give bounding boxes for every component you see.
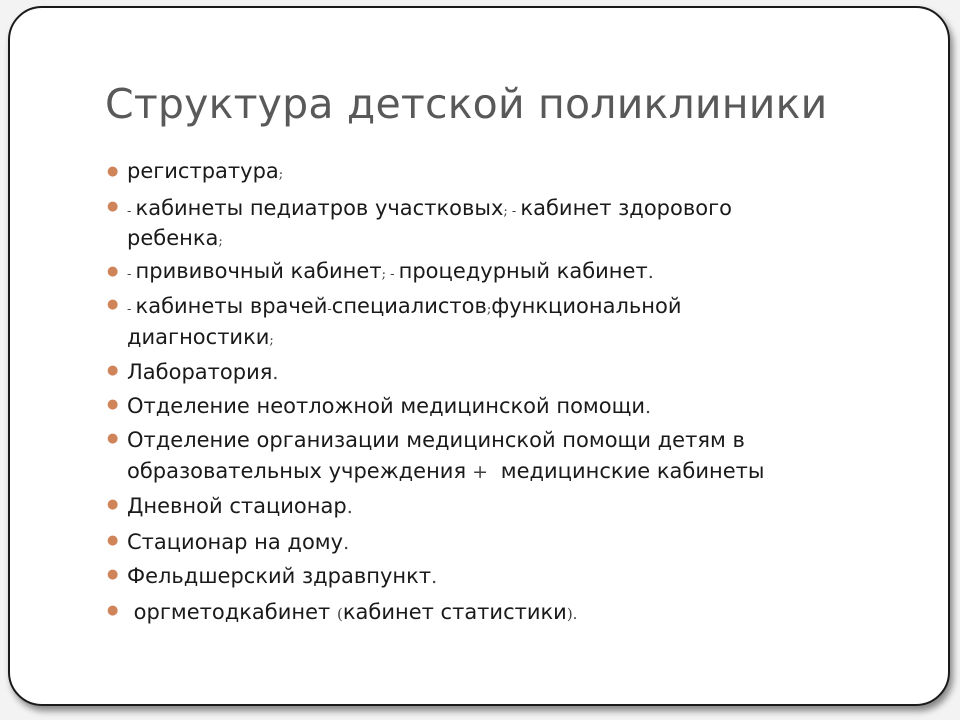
- item-text: кабинет здорового: [520, 196, 732, 220]
- bullet-icon: ●: [107, 297, 119, 312]
- bullet-icon: ●: [107, 199, 119, 214]
- item-punct: ;: [218, 234, 223, 249]
- item-punct: -: [127, 302, 136, 317]
- item-punct: .: [647, 261, 654, 283]
- item-punct: .: [346, 496, 353, 518]
- item-punct: (: [336, 605, 343, 623]
- list-item: [127, 291, 887, 325]
- list-item: [127, 357, 887, 389]
- item-text: регистратура: [127, 159, 279, 183]
- bullet-icon: ●: [107, 431, 119, 446]
- bullet-icon: ●: [107, 397, 119, 412]
- item-text: Лаборатория: [127, 360, 273, 384]
- list-item: [127, 391, 887, 423]
- item-text: кабинет статистики: [342, 600, 567, 624]
- item-text: специалистов: [331, 294, 487, 318]
- list-item-continuation: [127, 322, 887, 356]
- list-item: [127, 193, 887, 227]
- bullet-icon: ●: [107, 533, 119, 548]
- list-item: [127, 527, 887, 559]
- bullet-icon: ●: [107, 603, 119, 618]
- item-punct: -: [127, 204, 136, 219]
- bullet-icon: ●: [107, 164, 119, 179]
- item-punct: .: [645, 396, 652, 418]
- item-punct: ;: [269, 333, 274, 348]
- item-text: Дневной стационар: [127, 494, 347, 518]
- item-text: медицинские кабинеты: [494, 459, 765, 483]
- list-item-continuation: [127, 456, 887, 488]
- item-text: диагностики: [127, 325, 270, 349]
- item-text: кабинеты врачей: [135, 294, 328, 318]
- item-text: ребенка: [127, 226, 219, 250]
- bullet-icon: ●: [107, 264, 119, 279]
- item-punct: -: [327, 302, 332, 317]
- item-text: Отделение неотложной медицинской помощи: [127, 394, 646, 418]
- list-item: [127, 425, 887, 456]
- item-text: Отделение организации медицинской помощи детям в: [127, 428, 745, 452]
- list-item: [127, 491, 887, 523]
- bullet-icon: ●: [107, 363, 119, 378]
- list-item: [127, 561, 887, 593]
- item-punct: -: [127, 267, 136, 282]
- item-punct: ;: [278, 167, 284, 182]
- item-text: процедурный кабинет: [398, 259, 648, 283]
- item-text: Стационар на дому: [127, 530, 344, 554]
- item-text: образовательных учреждения: [127, 459, 467, 483]
- item-text: оргметодкабинет: [127, 600, 337, 624]
- item-punct: .: [431, 566, 438, 588]
- item-punct: ; -: [381, 267, 399, 282]
- item-text: функциональной: [491, 294, 682, 318]
- list-item: [127, 256, 887, 290]
- item-punct: ).: [566, 605, 578, 623]
- item-text: прививочный кабинет: [135, 259, 382, 283]
- list-item: [127, 597, 887, 630]
- item-text: кабинеты педиатров участковых: [135, 196, 504, 220]
- bullet-icon: ●: [107, 567, 119, 582]
- item-punct: +: [466, 461, 495, 483]
- item-punct: .: [272, 362, 279, 384]
- list-item-continuation: [127, 223, 887, 257]
- list-item: [127, 156, 887, 190]
- item-punct: ; -: [503, 204, 521, 219]
- bullet-icon: ●: [107, 497, 119, 512]
- item-punct: ;: [486, 302, 492, 317]
- item-text: Фельдшерский здравпункт: [127, 564, 432, 588]
- item-punct: .: [343, 532, 350, 554]
- slide-title: Структура детской поликлиники: [105, 80, 828, 128]
